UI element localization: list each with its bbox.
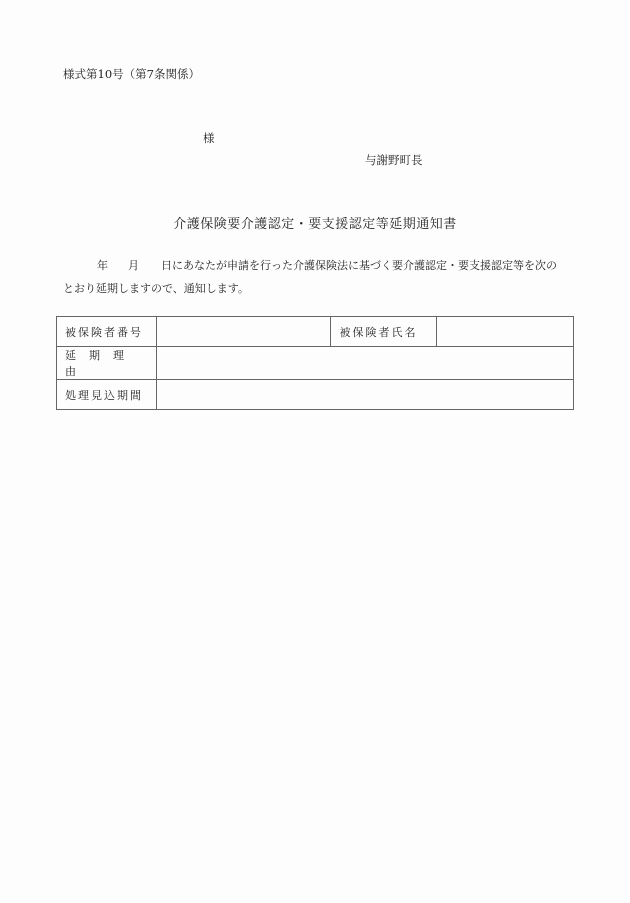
table-row: [57, 380, 574, 410]
table-row: [57, 317, 574, 347]
issuer-name: 与謝野町長: [365, 153, 423, 167]
body-text-line1: [97, 257, 557, 273]
recipient-honorific: 様: [203, 131, 215, 145]
body-text-line2: とおり延期しますので、通知します。: [63, 282, 249, 295]
year-label: 年: [97, 259, 108, 272]
insured-name-label: 被保険者氏名: [331, 317, 437, 347]
expected-processing-period-label: 処理見込期間: [57, 380, 157, 410]
insured-number-field[interactable]: [156, 317, 331, 347]
postponement-reason-label: 延期理由: [57, 347, 157, 380]
body-text-rest: 日にあなたが申請を行った介護保険法に基づく要介護認定・要支援認定等を次の: [161, 259, 557, 272]
insured-name-field[interactable]: [437, 317, 574, 347]
document-title: 介護保険要介護認定・要支援認定等延期通知書: [173, 217, 457, 232]
postponement-reason-field[interactable]: [156, 347, 573, 380]
insured-number-label: 被保険者番号: [57, 317, 157, 347]
notice-form-table: [56, 316, 574, 410]
table-row: [57, 347, 574, 380]
form-number: 様式第10号（第7条関係）: [63, 67, 200, 81]
expected-processing-period-field[interactable]: [156, 380, 573, 410]
month-label: 月: [128, 259, 139, 272]
